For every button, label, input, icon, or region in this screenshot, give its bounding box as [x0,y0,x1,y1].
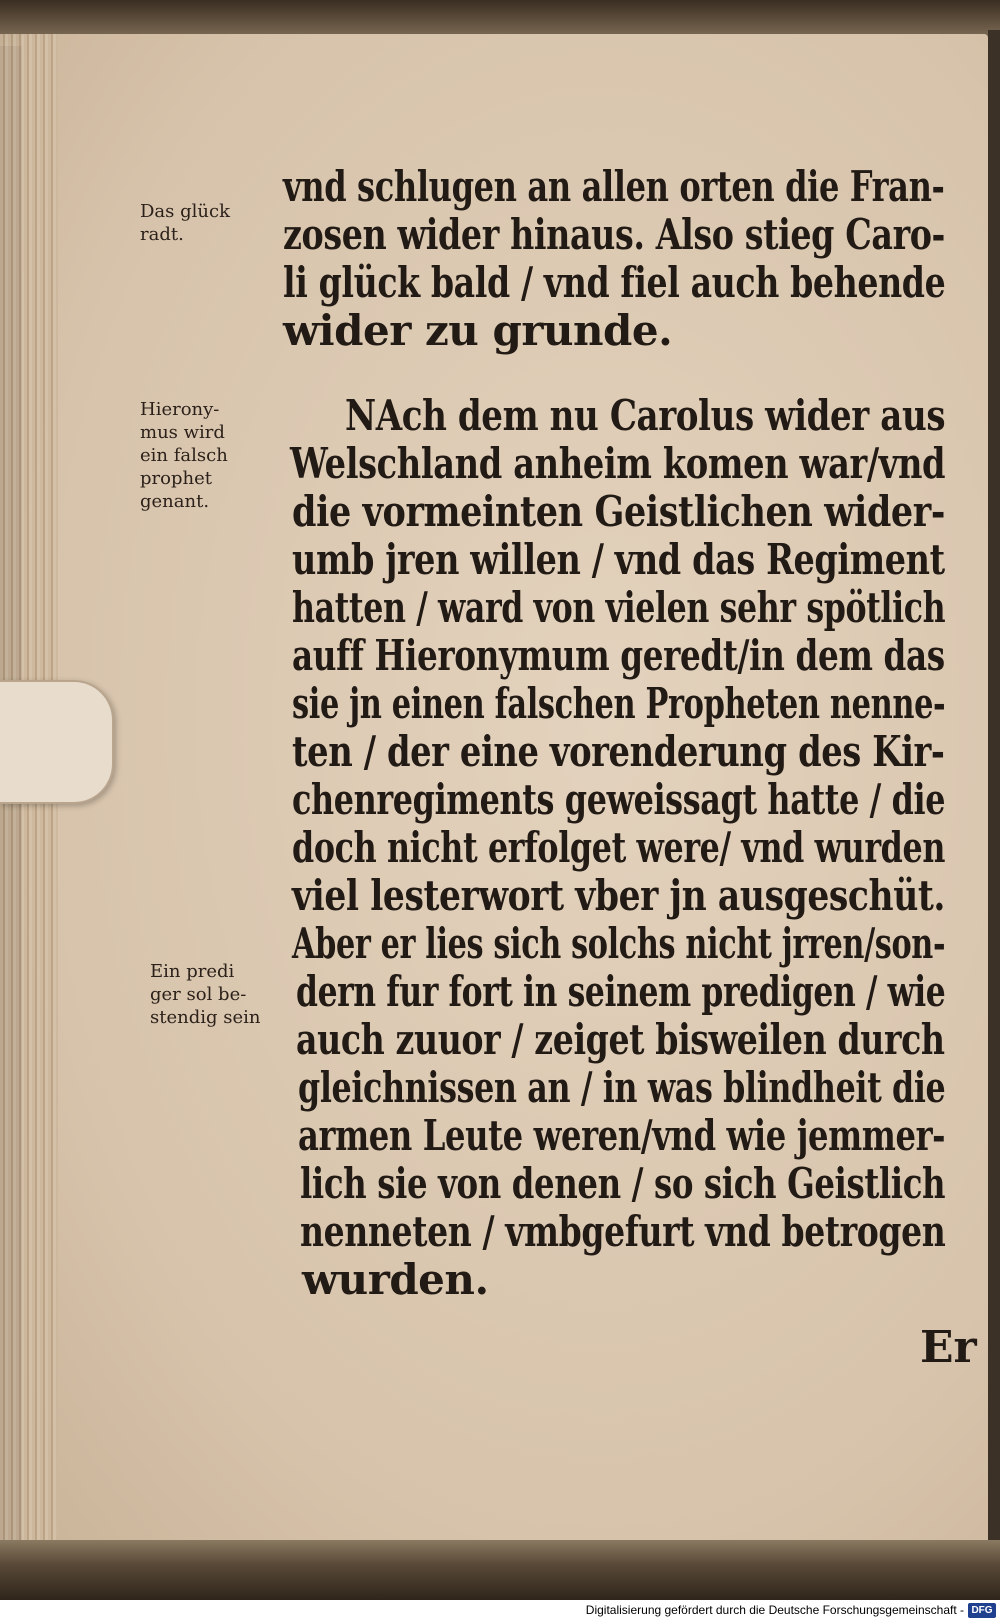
body-line: umb jren willen / vnd das Regiment [292,535,945,584]
margin-note-line: radt. [140,224,184,245]
dfg-logo-icon: DFG [968,1603,996,1618]
margin-note-line: Hierony- [140,399,220,420]
margin-note-line: ger sol be- [150,984,247,1005]
margin-note-line: Das glück [140,201,230,222]
body-line: hatten / ward von vielen sehr spötlich [292,583,946,632]
body-line: gleichnissen an / in was blindheit die [298,1063,946,1112]
margin-note-line: prophet [140,468,212,489]
margin-note-line: Ein predi [150,961,235,982]
body-line: die vormeinten Geistlichen wider- [292,487,945,536]
scan-bottom-border [0,1540,1000,1600]
margin-note-line: stendig sein [150,1007,261,1028]
margin-note-2 [140,398,228,513]
body-line: sie jn einen falschen Propheten nenne- [292,679,946,728]
body-line: Welschland anheim komen war/vnd [290,439,946,488]
margin-note-3 [150,960,260,1029]
margin-note-line: genant. [140,491,210,512]
scan-right-border [988,30,1000,1570]
page-tab [0,680,114,804]
margin-note-1 [140,200,230,246]
body-line: lich sie von denen / so sich Geistlich [300,1159,946,1208]
catchword: Er [920,1322,977,1373]
body-line: ten / der eine vorenderung des Kir- [292,727,945,776]
body-line: dern fur fort in seinem predigen / wie [296,967,946,1016]
body-line: wider zu grunde. [283,306,673,355]
body-line: viel lesterwort vber jn ausgeschüt. [292,871,946,920]
body-line: vnd schlugen an allen orten die Fran- [283,162,945,211]
body-line: zosen wider hinaus. Also stieg Caro- [283,210,945,259]
body-line: auff Hieronymum geredt/in dem das [292,631,945,680]
margin-note-line: mus wird [140,422,225,443]
body-line: NAch dem nu Carolus wider aus [345,391,946,440]
body-line: auch zuuor / zeiget bisweilen durch [296,1015,945,1064]
body-line: armen Leute weren/vnd wie jemmer- [298,1111,946,1160]
body-line: doch nicht erfolget were/ vnd wurden [292,823,946,872]
body-line: Aber er lies sich solchs nicht jrren/son- [292,919,946,968]
body-line: nenneten / vmbgefurt vnd betrogen [300,1207,946,1256]
body-line: chenregiments geweissagt hatte / die [292,775,946,824]
body-line: wurden. [302,1255,489,1304]
body-line: li glück bald / vnd fiel auch behende [283,258,946,307]
margin-note-line: ein falsch [140,445,228,466]
digitization-footer [0,1600,1000,1621]
footer-credit: Digitalisierung gefördert durch die Deutsche Forschungsgemeinschaft - [585,1603,964,1617]
